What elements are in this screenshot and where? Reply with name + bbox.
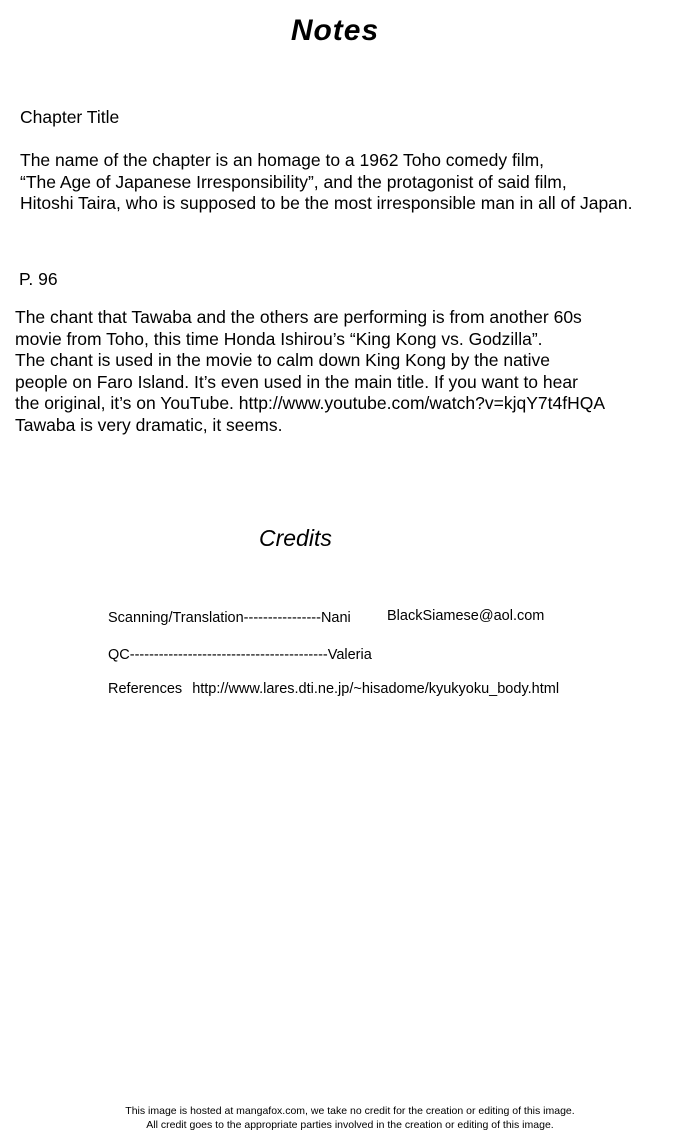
- credit-email: BlackSiamese@aol.com: [387, 608, 545, 624]
- paragraph-line: the original, it’s on YouTube. http://www.youtube.com/watch?v=kjqY7t4fHQA: [15, 393, 605, 413]
- chapter-title-heading: Chapter Title: [20, 107, 120, 127]
- paragraph-line: “The Age of Japanese Irresponsibility”, and the protagonist of said film,: [20, 171, 567, 192]
- disclaimer-line: All credit goes to the appropriate parties involved in the creation or editing of this image.: [146, 1119, 554, 1131]
- paragraph-line: The name of the chapter is an homage to a 1962 Toho comedy film,: [20, 150, 545, 170]
- credit-references: [108, 681, 559, 697]
- paragraph-line: The chant that Tawaba and the others are performing is from another 60s: [15, 307, 582, 327]
- references-label: References: [108, 681, 183, 697]
- disclaimer-line: This image is hosted at mangafox.com, we take no credit for the creation or editing of this image.: [125, 1105, 575, 1117]
- paragraph-line: Tawaba is very dramatic, it seems.: [15, 414, 283, 435]
- page-title: Notes: [290, 14, 380, 47]
- page-note-paragraph: [15, 307, 605, 436]
- hosting-disclaimer: [0, 1104, 700, 1132]
- page-note-heading: P. 96: [19, 269, 58, 289]
- credit-scanning-translation: Scanning/Translation----------------Nani: [108, 610, 351, 626]
- credits-title: Credits: [259, 525, 332, 551]
- paragraph-line: movie from Toho, this time Honda Ishirou’s “King Kong vs. Godzilla”.: [15, 328, 543, 349]
- paragraph-line: people on Faro Island. It’s even used in the main title. If you want to hear: [15, 371, 578, 392]
- credit-qc: QC-----------------------------------------Valeria: [108, 647, 372, 663]
- paragraph-line: The chant is used in the movie to calm down King Kong by the native: [15, 350, 551, 370]
- paragraph-line: Hitoshi Taira, who is supposed to be the most irresponsible man in all of Japan.: [20, 193, 633, 213]
- chapter-title-paragraph: [20, 150, 633, 215]
- references-url: http://www.lares.dti.ne.jp/~hisadome/kyukyoku_body.html: [192, 681, 560, 697]
